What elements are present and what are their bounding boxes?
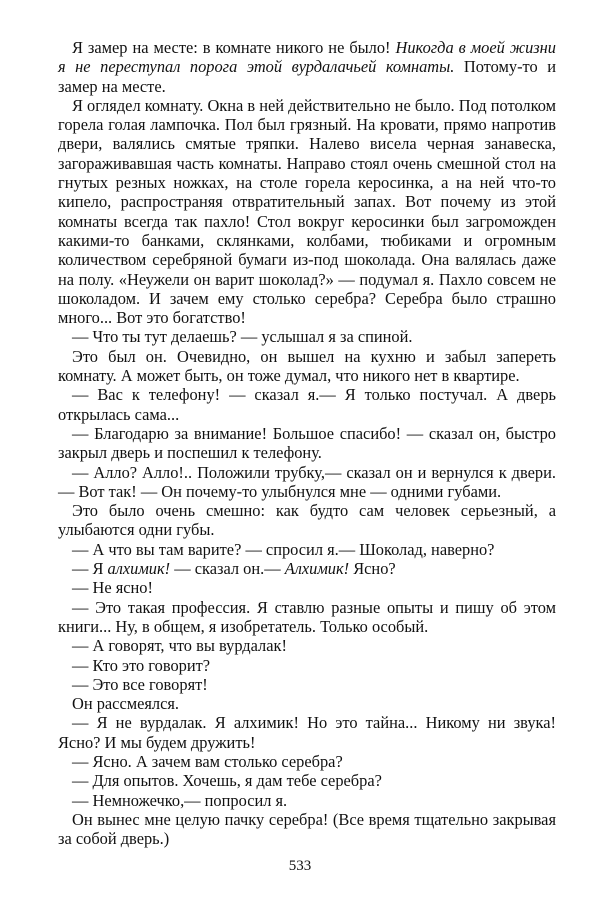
paragraph xyxy=(58,578,556,597)
paragraph-text: — Не ясно! xyxy=(72,578,153,598)
paragraph-text: — Ясно. А зачем вам столько серебра? xyxy=(72,751,343,771)
paragraph xyxy=(58,424,556,463)
paragraph-text: — А что вы там варите? — спросил я.— Шоколад, наверно? xyxy=(72,539,495,559)
paragraph xyxy=(58,38,556,96)
paragraph-text: — Кто это говорит? xyxy=(72,655,211,675)
paragraph-text: — Вас к телефону! — сказал я.— Я только постучал. А дверь открылась сама... xyxy=(58,385,556,424)
paragraph xyxy=(58,540,556,559)
paragraph-text: — Я xyxy=(72,559,108,579)
paragraph-text: Это был он. Очевидно, он вышел на кухню и забыл запереть комнату. А может быть, он тоже думал, что никого нет в квартире. xyxy=(58,346,556,386)
paragraph xyxy=(58,675,556,694)
paragraph xyxy=(58,810,556,849)
italic-text: Никогда в моей жизни я не переступал порога этой вурдалачьей комнаты. xyxy=(58,38,556,77)
paragraph-text: — Что ты тут делаешь? — услышал я за спиной. xyxy=(72,327,413,347)
paragraph-text: — Для опытов. Хочешь, я дам тебе серебра? xyxy=(72,771,382,791)
paragraph-text: Потому-то и замер на месте. xyxy=(58,57,556,96)
paragraph xyxy=(58,771,556,790)
paragraph xyxy=(58,559,556,578)
paragraph xyxy=(58,694,556,713)
paragraph-text: Это было очень смешно: как будто сам человек серьезный, а улыбаются одни губы. xyxy=(58,501,556,540)
paragraph-text: — Я не вурдалак. Я алхимик! Но это тайна... Никому ни звука! Ясно? И мы будем дружить! xyxy=(58,713,556,752)
paragraph xyxy=(58,327,556,346)
paragraph xyxy=(58,713,556,752)
paragraph xyxy=(58,96,556,328)
paragraph-text: — А говорят, что вы вурдалак! xyxy=(72,636,287,656)
paragraph xyxy=(58,598,556,637)
text-body xyxy=(58,38,556,848)
paragraph-text: — сказал он.— xyxy=(170,559,285,579)
page-number: 533 xyxy=(288,858,312,874)
paragraph-text: Ясно? xyxy=(349,559,396,579)
paragraph xyxy=(58,656,556,675)
paragraph xyxy=(58,463,556,502)
paragraph xyxy=(58,385,556,424)
paragraph-text: Я оглядел комнату. Окна в ней действительно не было. Под потолком горела голая лампочка. Пол был грязный. На кровати, прямо напротив двери, валялись смятые тряпки. Налево висела черная занавеска, загораживавшая часть комнаты. Направо стоял очень смешной стол на гнутых резных ножках, на столе горела керосинка, а на ней что-то кипело, распространяя отвратительный запах. Вот почему из этой комнаты всегда так пахло! Стол вокруг керосинки был загроможден какими-то банками, склянками, колбами, тюбиками и огромным количеством серебряной бумаги из-под шоколада. Она валялась даже на полу. «Неужели он варит шоколад?» — подумал я. Пахло совсем не шоколадом. И зачем ему столько серебра? Серебра было страшно много... Вот это богатство! xyxy=(58,95,556,328)
paragraph xyxy=(58,347,556,386)
paragraph xyxy=(58,636,556,655)
paragraph-text: — Это такая профессия. Я ставлю разные опыты и пишу об этом книги... Ну, в общем, я изобретатель. Только особый. xyxy=(58,597,556,636)
paragraph xyxy=(58,791,556,810)
italic-text: Алхимик! xyxy=(284,559,350,579)
italic-text: алхимик! xyxy=(107,559,171,579)
paragraph xyxy=(58,752,556,771)
paragraph-text: — Благодарю за внимание! Большое спасибо! — сказал он, быстро закрыл дверь и поспешил к телефону. xyxy=(58,423,556,463)
paragraph-text: — Алло? Алло!.. Положили трубку,— сказал он и вернулся к двери.— Вот так! — Он почему-то улыбнулся мне — одними губами. xyxy=(58,462,556,501)
paragraph xyxy=(58,501,556,540)
paragraph-text: Он рассмеялся. xyxy=(72,694,180,714)
paragraph-text: Он вынес мне целую пачку серебра! (Все время тщательно закрывая за собой дверь.) xyxy=(58,809,556,849)
paragraph-text: — Это все говорят! xyxy=(72,674,208,694)
paragraph-text: Я замер на месте: в комнате никого не было! xyxy=(72,38,396,57)
paragraph-text: — Немножечко,— попросил я. xyxy=(72,790,288,810)
